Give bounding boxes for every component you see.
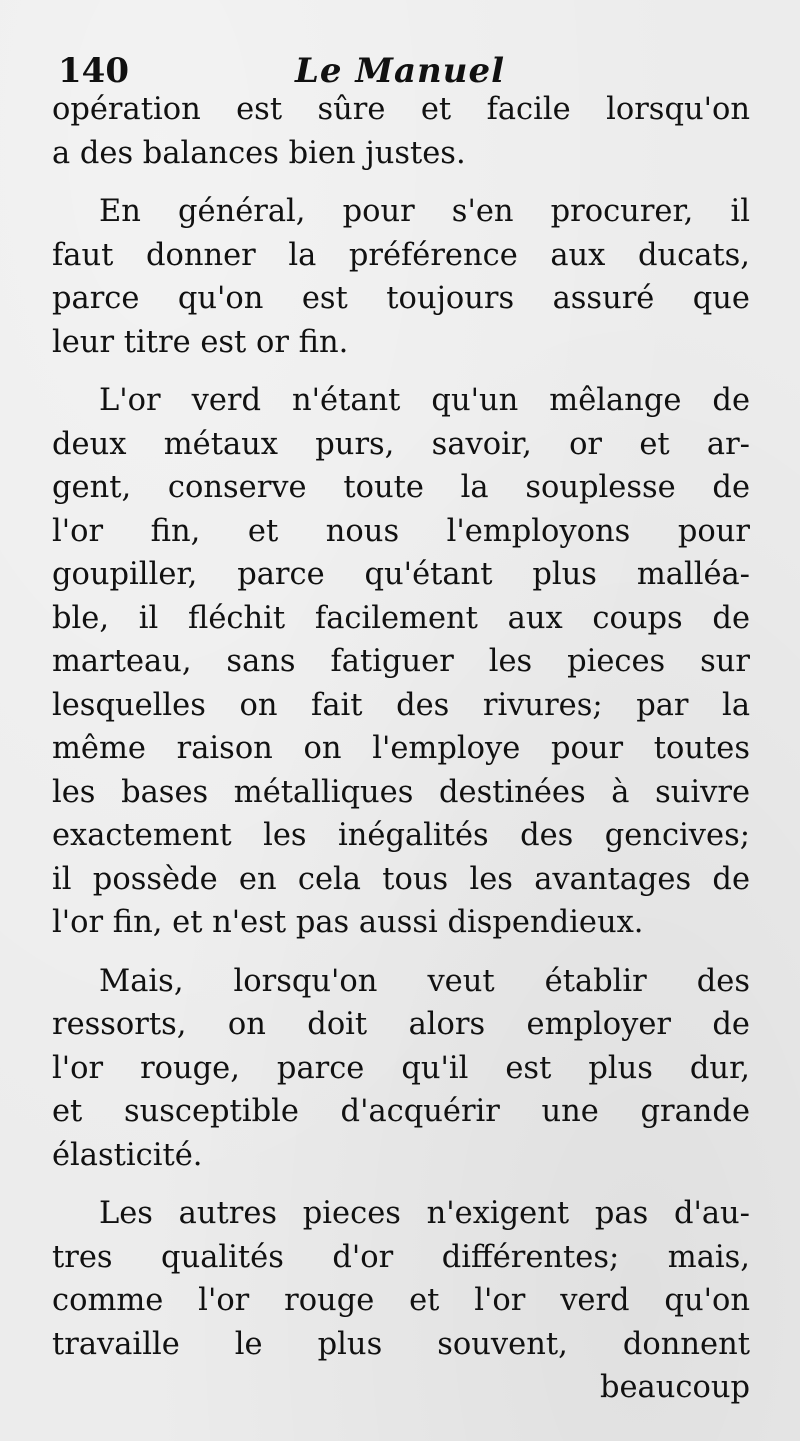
text-line: l'or fin, et nous l'employons pour bbox=[52, 513, 750, 549]
running-title: Le Manuel bbox=[294, 51, 506, 91]
text-line: a des balances bien justes. bbox=[52, 135, 466, 171]
paragraph bbox=[52, 1192, 750, 1366]
text-line: ressorts, on doit alors employer de bbox=[52, 1007, 750, 1042]
paragraph bbox=[52, 960, 750, 1178]
text-line: ble, il fléchit facilement aux coups de bbox=[52, 600, 750, 636]
text-line: deux métaux purs, savoir, or et ar- bbox=[52, 426, 750, 462]
text-line: et susceptible d'acquérir une grande bbox=[52, 1094, 750, 1129]
text-line: Les autres pieces n'exigent pas d'au- bbox=[99, 1196, 750, 1231]
text-line: les bases métalliques destinées à suivre bbox=[52, 774, 750, 810]
text-line: gent, conserve toute la souplesse de bbox=[52, 470, 750, 505]
text-line: l'or rouge, parce qu'il est plus dur, bbox=[52, 1050, 750, 1086]
text-line: il possède en cela tous les avantages de bbox=[52, 861, 750, 897]
text-line: Mais, lorsqu'on veut établir des bbox=[99, 963, 750, 999]
body-text bbox=[52, 88, 750, 1410]
text-line: travaille le plus souvent, donnent bbox=[52, 1326, 750, 1362]
text-line: opération est sûre et facile lorsqu'on bbox=[52, 92, 750, 127]
text-line: comme l'or rouge et l'or verd qu'on bbox=[52, 1283, 750, 1318]
text-line: exactement les inégalités des gencives; bbox=[52, 818, 750, 853]
text-line: L'or verd n'étant qu'un mêlange de bbox=[99, 383, 750, 418]
text-line: goupiller, parce qu'étant plus malléa- bbox=[52, 557, 750, 592]
catchword: beaucoup bbox=[599, 1370, 750, 1405]
text-line: lesquelles on fait des rivures; par la bbox=[52, 687, 750, 723]
paragraph bbox=[52, 88, 750, 175]
text-line: parce qu'on est toujours assuré que bbox=[52, 281, 750, 316]
text-line: En général, pour s'en procurer, il bbox=[99, 194, 750, 229]
text-line: élasticité. bbox=[52, 1137, 203, 1173]
page-number: 140 bbox=[58, 51, 129, 91]
text-line: l'or fin, et n'est pas aussi dispendieux. bbox=[52, 905, 644, 940]
text-line: leur titre est or fin. bbox=[52, 324, 349, 360]
text-line: faut donner la préférence aux ducats, bbox=[52, 237, 750, 273]
paragraph bbox=[52, 379, 750, 945]
text-line: même raison on l'employe pour toutes bbox=[52, 731, 750, 766]
text-line: tres qualités d'or différentes; mais, bbox=[52, 1239, 750, 1275]
paragraph bbox=[52, 190, 750, 364]
text-line: marteau, sans fatiguer les pieces sur bbox=[52, 644, 750, 679]
